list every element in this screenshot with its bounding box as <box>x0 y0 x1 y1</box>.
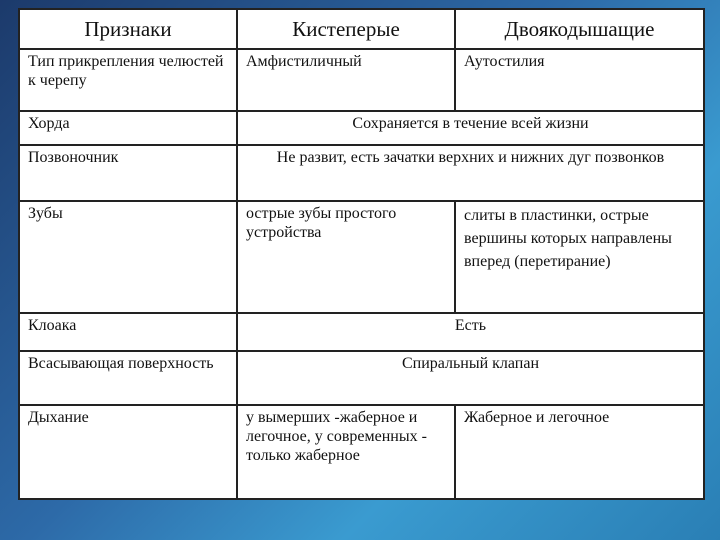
cell-shared: Есть <box>237 313 704 351</box>
table-row <box>19 145 704 201</box>
cell-lobe-finned: Амфистиличный <box>237 49 455 111</box>
cell-lungfish: Аутостилия <box>455 49 704 111</box>
table-row <box>19 351 704 405</box>
header-lungfish: Двоякодышащие <box>455 9 704 49</box>
header-features: Признаки <box>19 9 237 49</box>
row-label: Клоака <box>19 313 237 351</box>
table-row <box>19 313 704 351</box>
cell-lungfish: слиты в пластинки, острые вершины которых направлены вперед (перетирание) <box>455 201 704 313</box>
header-lobe-finned: Кистеперые <box>237 9 455 49</box>
row-label: Зубы <box>19 201 237 313</box>
cell-shared: Сохраняется в течение всей жизни <box>237 111 704 145</box>
row-label: Всасывающая поверхность <box>19 351 237 405</box>
row-label: Позвоночник <box>19 145 237 201</box>
row-label: Тип прикрепления челюстей к черепу <box>19 49 237 111</box>
row-label: Хорда <box>19 111 237 145</box>
table-row <box>19 49 704 111</box>
cell-shared: Спиральный клапан <box>237 351 704 405</box>
cell-lobe-finned: у вымерших -жаберное и легочное, у современных - только жаберное <box>237 405 455 499</box>
row-label: Дыхание <box>19 405 237 499</box>
cell-shared: Не развит, есть зачатки верхних и нижних дуг позвонков <box>237 145 704 201</box>
header-row <box>19 9 704 49</box>
table-row <box>19 201 704 313</box>
cell-lungfish: Жаберное и легочное <box>455 405 704 499</box>
comparison-table <box>18 8 705 500</box>
cell-lobe-finned: острые зубы простого устройства <box>237 201 455 313</box>
table-row <box>19 405 704 499</box>
table-row <box>19 111 704 145</box>
